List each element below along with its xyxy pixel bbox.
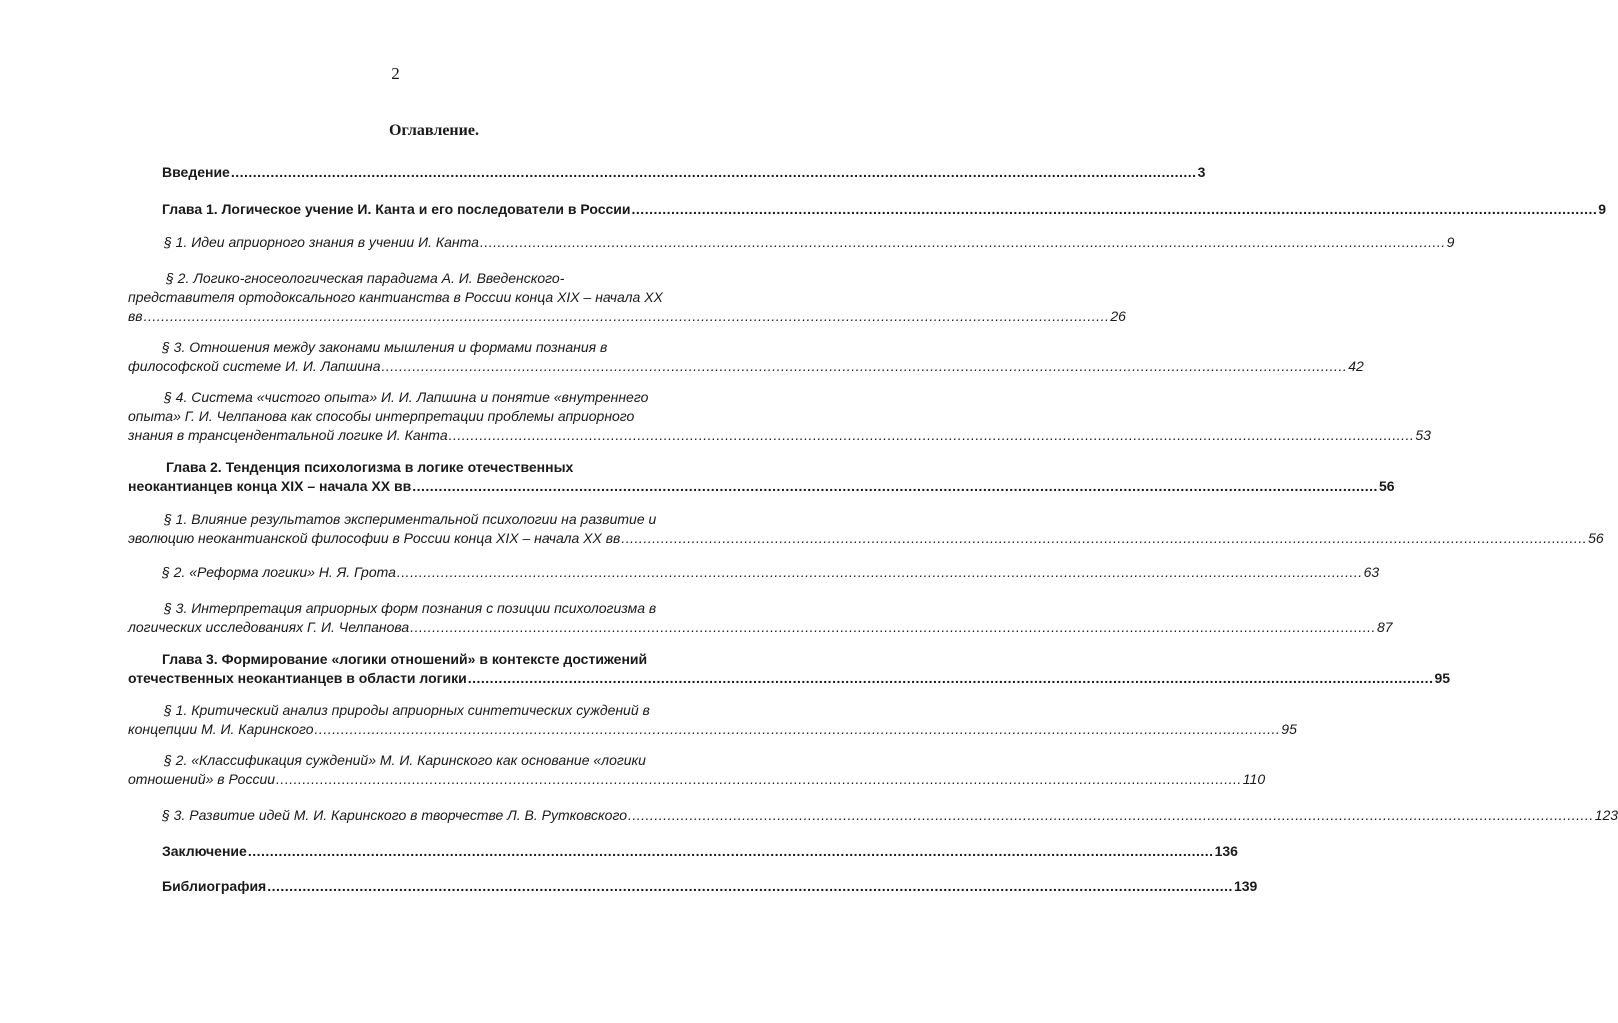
toc-entry-ch2-section-2[interactable] — [128, 563, 1380, 582]
dot-leader: ............................................................................................................................................................................................................................ — [267, 878, 1233, 894]
dot-leader: ............................................................................................................................................................................................................................ — [143, 308, 1110, 324]
toc-entry-line: Глава 2. Тенденция психологизма в логике отечественных — [166, 459, 574, 475]
toc-entry-label: § 2. «Реформа логики» Н. Я. Грота — [162, 564, 396, 580]
toc-entry-ch1-section-2[interactable] — [128, 269, 1126, 326]
toc-title: Оглавление. — [389, 122, 479, 139]
toc-entry-label: § 1. Идеи априорного знания в учении И. Канта — [164, 234, 479, 250]
toc-entry-line: § 1. Влияние результатов экспериментальной психологии на развитие и — [164, 511, 657, 527]
toc-entry-ch2-section-3[interactable] — [128, 599, 1393, 637]
toc-entry-label: вв — [128, 308, 143, 324]
toc-entry-label: § 3. Развитие идей М. И. Каринского в творчестве Л. В. Рутковского — [162, 807, 627, 823]
dot-leader: ............................................................................................................................................................................................................................ — [396, 564, 1363, 580]
toc-entry-label: отношений» в России — [128, 771, 276, 787]
dot-leader: ............................................................................................................................................................................................................................ — [230, 164, 1197, 180]
toc-entry-line: § 1. Критический анализ природы априорных синтетических суждений в — [164, 702, 650, 718]
toc-entry-ch1-section-3[interactable] — [128, 338, 1364, 376]
toc-page-number: 87 — [1376, 619, 1393, 635]
toc-entry-chapter-3[interactable] — [128, 650, 1451, 688]
toc-page-number: 56 — [1378, 478, 1395, 494]
toc-page-number: 136 — [1214, 843, 1238, 859]
toc-entry-line: опыта» Г. И. Челпанова как способы интерпретации проблемы априорного — [128, 408, 635, 424]
toc-entry-label: знания в трансцендентальной логике И. Канта — [128, 427, 448, 443]
toc-page-number: 139 — [1233, 878, 1258, 894]
toc-page-number: 110 — [1242, 771, 1266, 787]
toc-entry-label: неокантианцев конца XIX – начала XX вв — [128, 478, 412, 494]
toc-entry-line: § 2. Логико-гносеологическая парадигма А. И. Введенского- — [166, 270, 565, 286]
dot-leader: ............................................................................................................................................................................................................................ — [631, 201, 1598, 217]
toc-page-number: 42 — [1348, 358, 1364, 374]
toc-page-number: 3 — [1197, 164, 1206, 180]
toc-page-number: 56 — [1588, 530, 1604, 546]
toc-entry-line: § 2. «Классификация суждений» М. И. Каринского как основание «логики — [164, 752, 646, 768]
toc-page-number: 26 — [1110, 308, 1126, 324]
dot-leader: ............................................................................................................................................................................................................................ — [314, 721, 1281, 737]
dot-leader: ............................................................................................................................................................................................................................ — [381, 358, 1348, 374]
dot-leader: ............................................................................................................................................................................................................................ — [627, 807, 1594, 823]
toc-entry-ch1-section-4[interactable] — [128, 388, 1431, 445]
toc-entry-label: Библиография — [162, 878, 267, 894]
toc-page-number: 53 — [1415, 427, 1431, 443]
dot-leader: ............................................................................................................................................................................................................................ — [448, 427, 1415, 443]
toc-entry-line: § 4. Система «чистого опыта» И. И. Лапшина и понятие «внутреннего — [164, 389, 649, 405]
toc-entry-label: концепции М. И. Каринского — [128, 721, 314, 737]
dot-leader: ............................................................................................................................................................................................................................ — [621, 530, 1588, 546]
toc-entry-introduction[interactable] — [128, 163, 1206, 182]
toc-page-number: 123 — [1594, 807, 1618, 823]
toc-page-number: 9 — [1446, 234, 1455, 250]
dot-leader: ............................................................................................................................................................................................................................ — [276, 771, 1242, 787]
toc-entry-ch1-section-1[interactable] — [128, 233, 1455, 252]
toc-entry-label: логических исследованиях Г. И. Челпанова — [128, 619, 410, 635]
toc-entry-conclusion[interactable] — [128, 842, 1238, 861]
toc-entry-ch3-section-3[interactable] — [128, 806, 1618, 825]
dot-leader: ............................................................................................................................................................................................................................ — [247, 843, 1214, 859]
toc-entry-chapter-1[interactable] — [128, 200, 1607, 219]
page-number: 2 — [391, 64, 400, 83]
dot-leader: ............................................................................................................................................................................................................................ — [410, 619, 1376, 635]
toc-entry-line: § 3. Отношения между законами мышления и формами познания в — [162, 339, 608, 355]
toc-entry-line: Глава 3. Формирование «логики отношений» в контексте достижений — [162, 651, 648, 667]
toc-page-number: 95 — [1281, 721, 1297, 737]
toc-entry-label: Глава 1. Логическое учение И. Канта и его последователи в России — [162, 201, 631, 217]
toc-entry-ch2-section-1[interactable] — [128, 510, 1604, 548]
dot-leader: ............................................................................................................................................................................................................................ — [412, 478, 1378, 494]
toc-page-number: 63 — [1363, 564, 1380, 580]
toc-entry-bibliography[interactable] — [128, 877, 1258, 896]
toc-entry-line: § 3. Интерпретация априорных форм познания с позиции психологизма в — [164, 600, 657, 616]
toc-entry-label: эволюцию неокантианской философии в России конца XIX – начала XX вв — [128, 530, 621, 546]
dot-leader: ............................................................................................................................................................................................................................ — [479, 234, 1446, 250]
toc-entry-label: Заключение — [162, 843, 247, 859]
toc-entry-ch3-section-1[interactable] — [128, 701, 1297, 739]
toc-page-number: 9 — [1598, 201, 1607, 217]
toc-entry-label: философской системе И. И. Лапшина — [128, 358, 381, 374]
toc-entry-label: отечественных неокантианцев в области логики — [128, 670, 467, 686]
toc-entry-label: Введение — [162, 164, 230, 180]
toc-entry-ch3-section-2[interactable] — [128, 751, 1266, 789]
toc-entry-chapter-2[interactable] — [128, 458, 1395, 496]
toc-entry-line: представителя ортодоксального кантианства в России конца XIX – начала XX — [128, 289, 663, 305]
dot-leader: ............................................................................................................................................................................................................................ — [467, 670, 1434, 686]
toc-page-number: 95 — [1434, 670, 1451, 686]
